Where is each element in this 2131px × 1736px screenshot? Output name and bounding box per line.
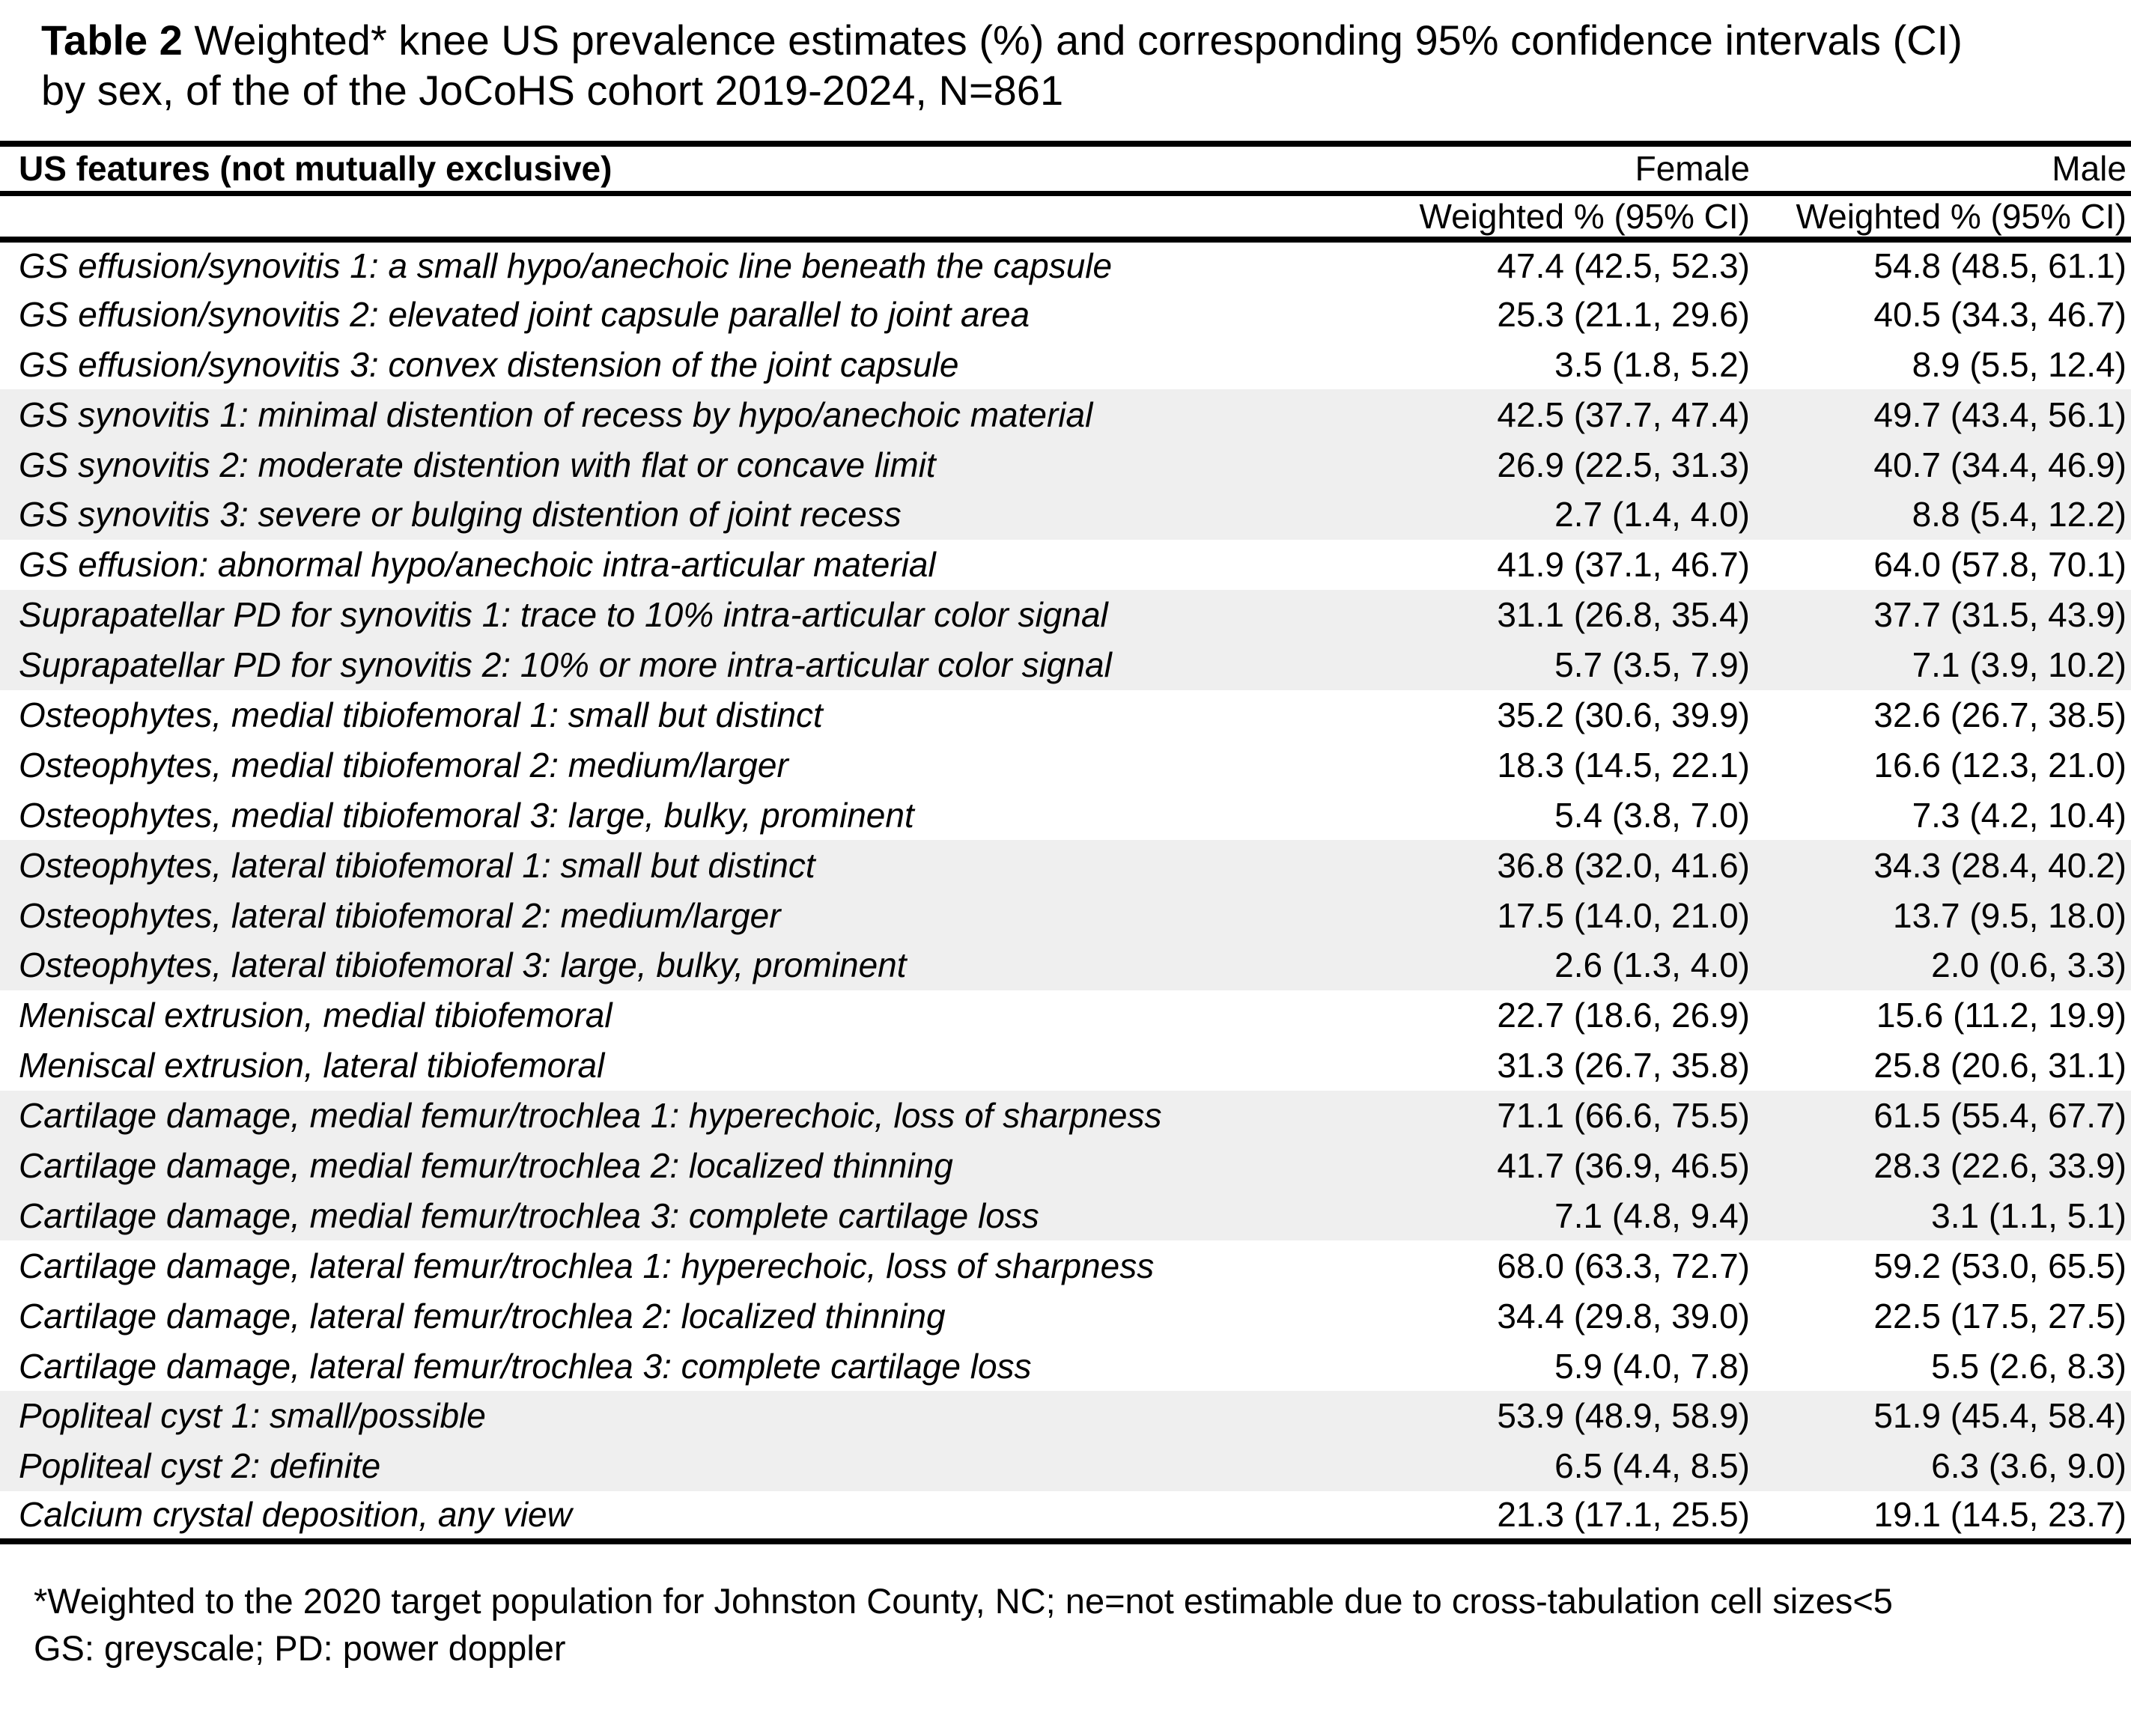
feature-name: GS synovitis 3: severe or bulging distention of joint recess (19, 495, 902, 534)
feature-name: Cartilage damage, medial femur/trochlea 2: localized thinning (19, 1145, 953, 1185)
female-value: 18.3 (14.5, 22.1) (1497, 745, 1750, 785)
table-row (0, 1491, 2131, 1541)
feature-name: GS effusion/synovitis 1: a small hypo/anechoic line beneath the capsule (19, 246, 1113, 285)
male-value: 7.1 (3.9, 10.2) (1912, 645, 2127, 685)
male-value: 19.1 (14.5, 23.7) (1760, 1491, 2131, 1541)
male-value: 8.8 (5.4, 12.2) (1912, 495, 2127, 534)
table-row (0, 590, 2131, 640)
male-value: 3.1 (1.1, 5.1) (1931, 1196, 2127, 1235)
female-column-subheader: Weighted % (95% CI) (1371, 193, 1760, 240)
male-value: 61.5 (55.4, 67.7) (1873, 1096, 2127, 1136)
male-value: 8.9 (5.5, 12.4) (1912, 344, 2127, 384)
feature-name: Osteophytes, medial tibiofemoral 2: medium/larger (19, 745, 788, 785)
female-value: 5.4 (3.8, 7.0) (1554, 795, 1750, 835)
male-value: 6.3 (3.6, 9.0) (1931, 1446, 2127, 1486)
table-body (0, 240, 2131, 1541)
table-row (0, 640, 2131, 690)
feature-name: Osteophytes, lateral tibiofemoral 2: medium/larger (19, 895, 781, 935)
table-number-label: Table 2 (41, 16, 183, 64)
female-value: 53.9 (48.9, 58.9) (1497, 1396, 1750, 1436)
female-value: 26.9 (22.5, 31.3) (1497, 445, 1750, 484)
feature-name: Suprapatellar PD for synovitis 2: 10% or more intra-articular color signal (19, 645, 1112, 685)
female-value: 21.3 (17.1, 25.5) (1371, 1491, 1760, 1541)
table-title-line1 (41, 15, 2101, 65)
table-row (0, 1341, 2131, 1391)
female-column-header: Female (1371, 144, 1760, 193)
table-row (0, 840, 2131, 890)
feature-name: Osteophytes, lateral tibiofemoral 3: large, bulky, prominent (19, 945, 907, 985)
male-value: 16.6 (12.3, 21.0) (1873, 745, 2127, 785)
table-row (0, 490, 2131, 540)
feature-name: Calcium crystal deposition, any view (0, 1491, 1371, 1541)
table-title-text: Weighted* knee US prevalence estimates (%) and corresponding 95% confidence intervals (CI) (182, 16, 1963, 64)
female-value: 25.3 (21.1, 29.6) (1497, 294, 1750, 334)
feature-name: Meniscal extrusion, medial tibiofemoral (19, 996, 612, 1035)
male-value: 5.5 (2.6, 8.3) (1931, 1346, 2127, 1386)
table-row (0, 1141, 2131, 1191)
male-value: 37.7 (31.5, 43.9) (1873, 595, 2127, 635)
table-row (0, 439, 2131, 490)
header-row-subheaders (0, 193, 2131, 240)
female-value: 2.7 (1.4, 4.0) (1554, 495, 1750, 534)
features-column-header: US features (not mutually exclusive) (0, 144, 1371, 193)
feature-name: GS synovitis 1: minimal distention of recess by hypo/anechoic material (19, 395, 1093, 434)
table-footnotes (34, 1577, 2101, 1672)
table-row (0, 240, 2131, 290)
table-row (0, 540, 2131, 590)
female-value: 35.2 (30.6, 39.9) (1497, 695, 1750, 734)
female-value: 5.9 (4.0, 7.8) (1554, 1346, 1750, 1386)
female-value: 34.4 (29.8, 39.0) (1497, 1296, 1750, 1335)
feature-name: Suprapatellar PD for synovitis 1: trace to 10% intra-articular color signal (19, 595, 1108, 635)
female-value: 5.7 (3.5, 7.9) (1554, 645, 1750, 685)
male-value: 25.8 (20.6, 31.1) (1873, 1046, 2127, 1085)
feature-name: GS effusion: abnormal hypo/anechoic intra-articular material (19, 545, 936, 585)
female-value: 41.7 (36.9, 46.5) (1497, 1145, 1750, 1185)
table-row (0, 940, 2131, 990)
male-value: 59.2 (53.0, 65.5) (1873, 1246, 2127, 1285)
table-row (0, 790, 2131, 840)
table-row (0, 1391, 2131, 1441)
table-row (0, 389, 2131, 439)
feature-name: Cartilage damage, lateral femur/trochlea 1: hyperechoic, loss of sharpness (19, 1246, 1155, 1285)
table-row (0, 740, 2131, 790)
male-value: 7.3 (4.2, 10.4) (1912, 795, 2127, 835)
male-value: 40.5 (34.3, 46.7) (1873, 294, 2127, 334)
feature-name: Meniscal extrusion, lateral tibiofemoral (19, 1046, 605, 1085)
male-value: 49.7 (43.4, 56.1) (1873, 395, 2127, 434)
feature-name: Osteophytes, lateral tibiofemoral 1: small but distinct (19, 845, 815, 885)
prevalence-table (0, 141, 2131, 1544)
table-row (0, 690, 2131, 740)
features-column-subheader-empty (0, 193, 1371, 240)
table-title (0, 0, 2131, 115)
table-row (0, 890, 2131, 940)
female-value: 68.0 (63.3, 72.7) (1497, 1246, 1750, 1285)
table-row (0, 1041, 2131, 1091)
female-value: 7.1 (4.8, 9.4) (1554, 1196, 1750, 1235)
table-row (0, 1091, 2131, 1141)
male-value: 64.0 (57.8, 70.1) (1873, 545, 2127, 585)
male-value: 13.7 (9.5, 18.0) (1893, 895, 2127, 935)
feature-name: Cartilage damage, lateral femur/trochlea 3: complete cartilage loss (19, 1346, 1032, 1386)
male-value: 28.3 (22.6, 33.9) (1873, 1145, 2127, 1185)
male-value: 22.5 (17.5, 27.5) (1873, 1296, 2127, 1335)
female-value: 42.5 (37.7, 47.4) (1497, 395, 1750, 434)
table-row (0, 339, 2131, 389)
feature-name: GS effusion/synovitis 2: elevated joint capsule parallel to joint area (19, 294, 1030, 334)
male-value: 51.9 (45.4, 58.4) (1873, 1396, 2127, 1436)
table-row (0, 990, 2131, 1041)
table-row (0, 289, 2131, 339)
female-value: 41.9 (37.1, 46.7) (1497, 545, 1750, 585)
feature-name: GS synovitis 2: moderate distention with flat or concave limit (19, 445, 936, 484)
female-value: 3.5 (1.8, 5.2) (1554, 344, 1750, 384)
table-row (0, 1240, 2131, 1291)
male-value: 2.0 (0.6, 3.3) (1931, 945, 2127, 985)
female-value: 71.1 (66.6, 75.5) (1497, 1096, 1750, 1136)
female-value: 6.5 (4.4, 8.5) (1554, 1446, 1750, 1486)
male-value: 40.7 (34.4, 46.9) (1873, 445, 2127, 484)
male-value: 32.6 (26.7, 38.5) (1873, 695, 2127, 734)
male-column-header: Male (1760, 144, 2131, 193)
table-row (0, 1291, 2131, 1341)
female-value: 36.8 (32.0, 41.6) (1497, 845, 1750, 885)
male-value: 54.8 (48.5, 61.1) (1873, 246, 2127, 285)
feature-name: Cartilage damage, medial femur/trochlea 3: complete cartilage loss (19, 1196, 1039, 1235)
feature-name: GS effusion/synovitis 3: convex distension of the joint capsule (19, 344, 959, 384)
feature-name: Osteophytes, medial tibiofemoral 3: large, bulky, prominent (19, 795, 914, 835)
table-row (0, 1441, 2131, 1491)
female-value: 2.6 (1.3, 4.0) (1554, 945, 1750, 985)
footnote-abbreviations: GS: greyscale; PD: power doppler (34, 1627, 566, 1668)
feature-name: Cartilage damage, medial femur/trochlea 1: hyperechoic, loss of sharpness (19, 1096, 1162, 1136)
feature-name: Popliteal cyst 1: small/possible (19, 1396, 486, 1436)
table-title-line2: by sex, of the of the JoCoHS cohort 2019-2024, N=861 (41, 67, 1064, 114)
header-row-groups (0, 144, 2131, 193)
table-header (0, 144, 2131, 240)
female-value: 47.4 (42.5, 52.3) (1497, 246, 1750, 285)
feature-name: Cartilage damage, lateral femur/trochlea 2: localized thinning (19, 1296, 946, 1335)
footnote-weighting: *Weighted to the 2020 target population for Johnston County, NC; ne=not estimable due to cross-tabulation cell sizes<5 (34, 1580, 1893, 1621)
female-value: 31.1 (26.8, 35.4) (1497, 595, 1750, 635)
feature-name: Osteophytes, medial tibiofemoral 1: small but distinct (19, 695, 823, 734)
female-value: 31.3 (26.7, 35.8) (1497, 1046, 1750, 1085)
female-value: 17.5 (14.0, 21.0) (1497, 895, 1750, 935)
table-row (0, 1190, 2131, 1240)
female-value: 22.7 (18.6, 26.9) (1497, 996, 1750, 1035)
male-value: 15.6 (11.2, 19.9) (1876, 996, 2127, 1035)
male-column-subheader: Weighted % (95% CI) (1760, 193, 2131, 240)
feature-name: Popliteal cyst 2: definite (19, 1446, 381, 1486)
male-value: 34.3 (28.4, 40.2) (1873, 845, 2127, 885)
